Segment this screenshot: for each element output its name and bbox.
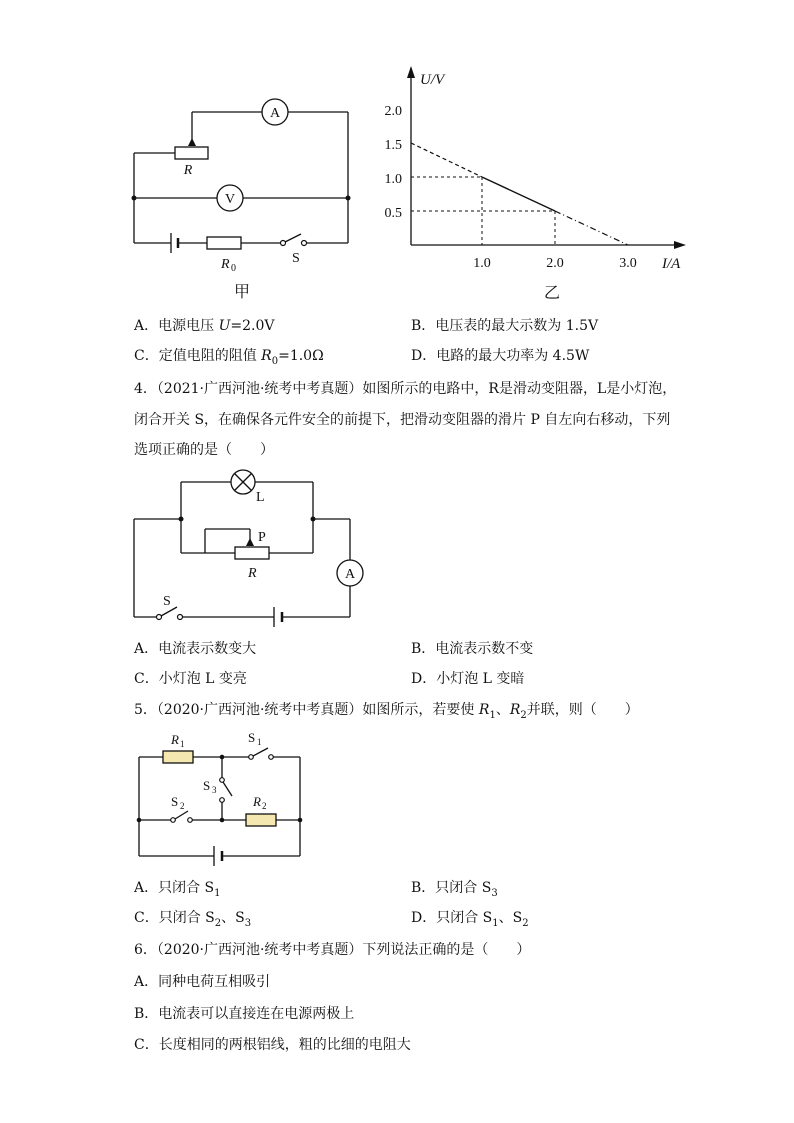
q4-stem-line1: 4．（2021·广西河池·统考中考真题）如图所示的电路中，R是滑动变阻器，L是小灯泡， <box>134 381 677 397</box>
s1-switch-icon <box>253 748 268 756</box>
rheostat-label: R <box>183 163 193 178</box>
s1-label: S <box>248 730 256 745</box>
r2-label: R <box>253 794 261 809</box>
q4-option-a: A．电流表示数变大 <box>134 641 257 657</box>
y-tick-2.0: 2.0 <box>384 104 402 119</box>
s1-sub: 1 <box>257 737 262 747</box>
lamp-label: L <box>256 490 265 505</box>
r1-sub: 1 <box>180 739 185 749</box>
q4-option-c: C．小灯泡 L 变亮 <box>134 671 247 687</box>
r2-sub: 2 <box>262 801 267 811</box>
y-tick-1.0: 1.0 <box>384 172 402 187</box>
r1-resistor-icon <box>163 751 193 763</box>
y-axis-label: U/V <box>420 72 445 88</box>
switch-label: S <box>292 251 300 266</box>
x-axis-label: I/A <box>662 256 681 272</box>
x-tick-1.0: 1.0 <box>473 256 491 271</box>
y-tick-1.5: 1.5 <box>384 138 402 153</box>
q4-ammeter-label: A <box>344 567 356 582</box>
s2-switch-icon <box>175 811 188 819</box>
q4-option-b: B．电流表示数不变 <box>411 641 534 657</box>
r1-label: R <box>171 732 179 747</box>
y-tick-0.5: 0.5 <box>384 206 402 221</box>
q5-option-c: C．只闭合 $S_2$、$S_3$ <box>134 910 252 929</box>
s3-switch-icon <box>223 782 232 796</box>
s2-label: S <box>171 794 179 809</box>
s3-label: S <box>203 778 211 793</box>
q6-option-b: B．电流表可以直接连在电源两极上 <box>134 1006 355 1022</box>
q4-option-d: D．小灯泡 L 变暗 <box>411 671 525 687</box>
fixed-resistor-label: R <box>221 257 230 272</box>
q3-option-c: C．定值电阻的阻值 $R_0=1.0\Omega$ <box>134 348 324 367</box>
s2-sub: 2 <box>180 801 185 811</box>
s3-sub: 3 <box>212 785 217 795</box>
r2-resistor-icon <box>246 814 276 826</box>
q6-option-a: A．同种电荷互相吸引 <box>134 974 271 990</box>
q6-option-c: C．长度相同的两根铝线，粗的比细的电阻大 <box>134 1037 411 1053</box>
figure-a-caption: 甲 <box>233 284 251 301</box>
figure-b-caption: 乙 <box>543 285 561 302</box>
q4-stem-line2: 闭合开关 S，在确保各元件安全的前提下，把滑动变阻器的滑片 P 自左向右移动，下列 <box>134 412 671 428</box>
q3-option-d: D．电路的最大功率为 4.5W <box>411 348 590 364</box>
fixed-resistor-sub: 0 <box>231 263 236 274</box>
q4-rheostat-label: R <box>248 566 257 581</box>
q5-option-a: A．只闭合 $S_1$ <box>134 880 221 899</box>
x-tick-3.0: 3.0 <box>619 256 637 271</box>
slider-label: P <box>258 530 266 545</box>
q5-option-b: B．只闭合 $S_3$ <box>411 880 498 899</box>
q5-stem: 5．（2020·广西河池·统考中考真题）如图所示，若要使 $R_1$、$R_2$并联，则（ ） <box>134 702 639 721</box>
x-tick-2.0: 2.0 <box>546 256 564 271</box>
q5-option-d: D．只闭合 $S_1$、$S_2$ <box>411 910 529 929</box>
q3-option-a: A．电源电压 U=2.0V <box>134 318 275 334</box>
q6-stem: 6．（2020·广西河池·统考中考真题）下列说法正确的是（ ） <box>134 942 531 958</box>
q4-switch-label: S <box>163 594 171 609</box>
q4-stem-line3: 选项正确的是（ ） <box>134 442 274 458</box>
q3-option-b: B．电压表的最大示数为 1.5V <box>411 318 599 334</box>
ammeter-label: A <box>269 106 281 121</box>
voltmeter-label: V <box>224 192 236 207</box>
